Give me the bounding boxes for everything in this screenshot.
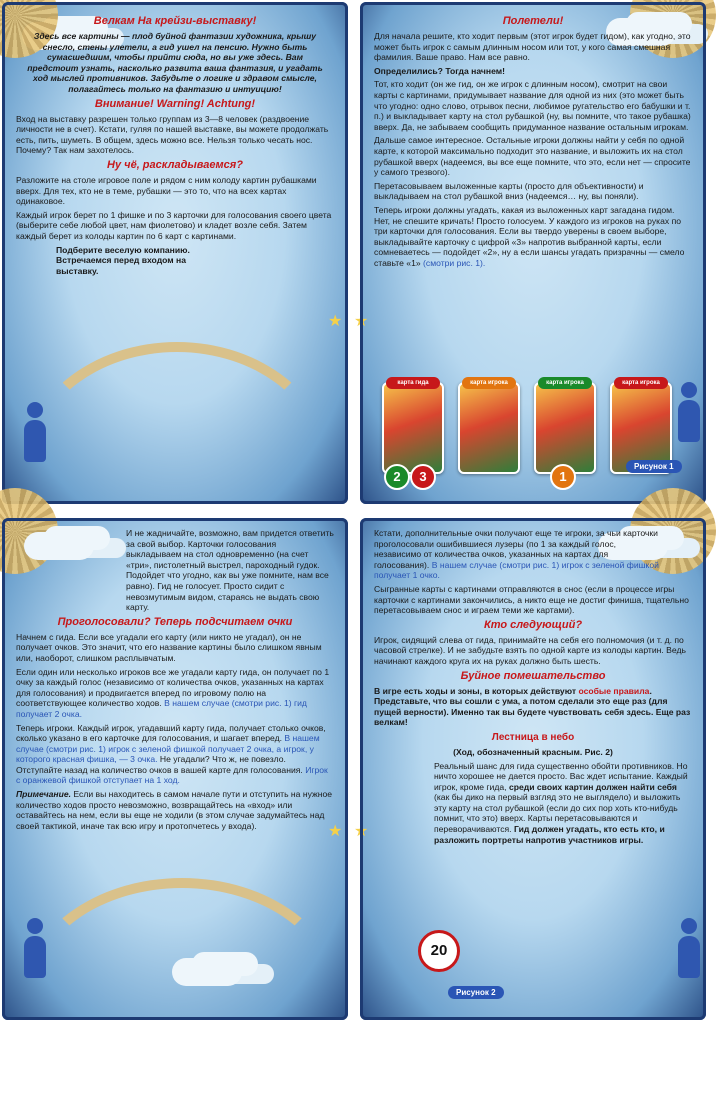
rules-page-2 xyxy=(354,2,706,504)
card-tag: карта гида xyxy=(386,377,440,389)
p3-paragraph-1: И не жадничайте, возможно, вам придется ответить за свой выбор. Карточки голосования выкладываем на стол одновременно (на счет «три», пистолетный выстрел, пароходный гудок. Подойдет что угодно, как вы уже помните, нам все равно). Гид не голосует. Просто сидит с невозмутимым видом, стараясь не выдать свою карту. xyxy=(126,528,334,613)
page-2-title: Полетели! xyxy=(502,15,564,27)
p4-paragraph-5d: Гид должен угадать, кто есть кто, и разложить портреты напротив участников игры. xyxy=(434,824,665,845)
p4-paragraph-1 xyxy=(374,528,692,581)
page-1-text xyxy=(16,12,334,494)
rules-page-4 xyxy=(354,518,706,1020)
scoring-heading: Проголосовали? Теперь подсчитаем очки xyxy=(57,615,293,628)
p4-example: В нашем случае (смотри рис. 1) игрок с зеленой фишкой получает 1 очко. xyxy=(374,559,659,581)
page-2-text xyxy=(374,12,692,374)
p3-paragraph-4 xyxy=(16,723,334,787)
star-icon: ★ xyxy=(328,823,343,840)
p3-paragraph-3 xyxy=(16,667,334,720)
stairway-heading: Лестница в небо xyxy=(491,731,575,743)
p4-paragraph-3: Игрок, сидящий слева от гида, принимайте на себя его полномочия (и т. д. по часовой стрелке). И не забудьте взять по одной карте из колоды картин. Ведь начинают каждого круга их на руках должно быть шесть. xyxy=(374,634,687,666)
p2-paragraph-2: Тот, кто ходит (он же гид, он же игрок с длинным носом), смотрит на свои карты с картинами, придумывает название для одной из них (это может быть что угодно: одно слово, отрывок песни, любимое ругательство его бабушки и т. п.) и выкладывает карту на стол рубашкой (ну, вы помните, что такое рубашка) вверх. Да, не забываем сообщить придуманное название остальным игрокам. xyxy=(374,79,691,132)
card-tag: карта игрока xyxy=(462,377,516,389)
intro-paragraph: Здесь все картины — плод буйной фантазии художника, крышу снесло, стены улетели, а гид ушел на пенсию. Нужно быть сумасшедшим, чтобы прийти сюда, но вы уже здесь. Вам предстоит узнать, насколько развита ваша фантазия, и угадать ход мыслей противников. Забудьте о логике и здравом смысле, полагайтесь только на фантазию и интуицию! xyxy=(27,31,323,94)
guide-card xyxy=(382,382,444,474)
p4-paragraph-2: Сыгранные карты с картинами отправляются в снос (если в процессе игры карточки с картинами закончились, а никто еще не достиг финиша, тщательно перетасовываем снос и играем теми же картами). xyxy=(374,583,689,616)
p2-paragraph-1: Для начала решите, кто ходит первым (этот игрок будет гидом), как угодно, это может быть игрок с самым длинным носом или тот, у кого самая смешная фамилия. Ваше право. Нам все равно. xyxy=(374,31,691,63)
p2-paragraph-5a: Теперь игроки должны угадать, какая из выложенных карт загадана гидом. Нет, не спешите кричать! Просто голосуем. У каждого из игроков на руках по три карточки для голосования. Если вы твердо уверены в своем выборе, выкладывайте карточку с цифрой «3» напротив выбранной карты, если сомневаетесь — подойдет «2», ну а если шансы угадать призрачны — смело ставьте «1» xyxy=(374,204,685,268)
player-card xyxy=(458,382,520,474)
setup-paragraph-3: Подберите веселую компанию. Встречаемся перед входом на выставку. xyxy=(56,244,190,276)
p4-paragraph-4c: . Представьте, что вы сошли с ума, а потом сделали это еще раз (для пущей верности). Именно так вы будете чувствовать себя здесь. Еще раз велкам! xyxy=(374,685,691,728)
rules-page-3 xyxy=(2,518,348,1020)
p4-paragraph-5c: (как бы дико на первый взгляд это не выглядело) и выложить эту карту на стол рубашкой (если до сих пор хоть кто-нибудь помнит, что это) вверх. Карты перетасовываются и переворачиваются. xyxy=(434,792,681,835)
star-icon: ★ xyxy=(354,313,369,330)
star-icon: ★ xyxy=(354,823,369,840)
p2-heading-2: Определились? Тогда начнем! xyxy=(374,65,505,76)
figure-2-label: Рисунок 2 xyxy=(448,986,504,999)
p3-example-orange: Игрок с оранжевой фишкой отступает на 1 ход. xyxy=(16,764,328,786)
vote-token-green: 2 xyxy=(384,464,410,490)
madness-heading: Буйное помешательство xyxy=(460,669,606,682)
vote-token-red: 3 xyxy=(410,464,436,490)
p3-paragraph-2: Начнем с гида. Если все угадали его карту (или никто не угадал), он не получает очков. Это значит, что его название картины было слишком явным или, наоборот, слишком расплывчатым. xyxy=(16,631,322,663)
card-tag: карта игрока xyxy=(614,377,668,389)
note-label: Примечание. xyxy=(16,789,71,800)
figure-1-label: Рисунок 1 xyxy=(626,460,682,473)
card-tag: карта игрока xyxy=(538,377,592,389)
note-text: Если вы находитесь в самом начале пути и отступить на нужное количество ходов просто невозможно, возвращайтесь на «вход» или оставайтесь на нем, если вы еще не ходили (в этом случае задумайтесь над своей тактикой, иначе так всю игру и протопчетесь у входа). xyxy=(16,789,333,831)
setup-paragraph-2: Каждый игрок берет по 1 фишке и по 3 карточки для голосования своего цвета (выберите себе любой цвет, нам фиолетово) и кладет возле себя. Затем каждый берет из колоды картин по 6 карт с картинами. xyxy=(16,209,332,241)
p4-paragraph-5a: Реальный шанс для гида существенно обойти противников. Но ничто хорошее не дается просто. Вас ждет испытание. Каждый игрок, кроме гида, xyxy=(434,760,688,792)
p3-paragraph-4a: Теперь игроки. Каждый игрок, угадавший карту гида, получает столько очков, сколько указано в его карточке для голосования, и шагает вперед. xyxy=(16,722,326,744)
warning-heading: Внимание! Warning! Achtung! xyxy=(94,97,256,110)
setup-heading: Ну чё, раскладываемся? xyxy=(107,158,243,171)
setup-paragraph-1: Разложите на столе игровое поле и рядом с ним колоду картин рубашками вверх. Для тех, кто не в теме, рубашки — это то, что на всех картах одинаковое. xyxy=(16,174,317,207)
p3-note xyxy=(16,789,334,831)
warning-paragraph: Вход на выставку разрешен только группам из 3—8 человек (раздвоение личности не в счет). Кстати, гуляя по нашей выставке, вы можете продолжать есть, пить, шуметь. В общем, здесь можно все. Нельзя только чесать нос. Почему? Так нам захотелось. xyxy=(16,113,329,156)
special-rules-text: особые правила xyxy=(578,685,650,696)
page-3-text xyxy=(16,528,334,1010)
next-player-heading: Кто следующий? xyxy=(483,618,583,631)
p2-paragraph-5 xyxy=(374,205,692,269)
p2-paragraph-3: Дальше самое интересное. Остальные игроки должны найти у себя по одной карте, к которой максимально подходит это название, и выложить их на стол рубашкой вверх (надеемся, вы все еще помните, что это, если нет — спросите у самого трезвого). xyxy=(374,135,691,178)
p4-paragraph-4 xyxy=(374,686,692,728)
page-1-title: Велкам На крейзи-выставку! xyxy=(93,15,257,27)
figure-1-reference: (смотри рис. 1). xyxy=(423,257,486,268)
p3-example-guide: В нашем случае (смотри рис. 1) гид получает 2 очка. xyxy=(16,698,307,719)
stairway-subheading: (Ход, обозначенный красным. Рис. 2) xyxy=(453,746,613,757)
p4-paragraph-1a: Кстати, дополнительные очки получают еще те игроки, за чьи карточки проголосовали ошибившиеся лузеры (по 1 за каждый голос, независимо от количества очков, указанных на картах для голосования). xyxy=(374,528,658,570)
rules-page-1 xyxy=(2,2,348,504)
p4-paragraph-5b: среди своих картин должен найти себя xyxy=(508,781,677,792)
p2-paragraph-4: Перетасовываем выложенные карты (просто для объективности) и выкладываем на стол рубашкой вниз (надеемся… ну, вы поняли). xyxy=(374,180,644,202)
board-space-number: 20 xyxy=(418,930,460,972)
vote-token-orange: 1 xyxy=(550,464,576,490)
figure-1 xyxy=(376,382,698,494)
star-icon: ★ xyxy=(328,313,343,330)
p3-paragraph-3a: Если один или несколько игроков все же угадали карту гида, он получает по 1 очку за каждый голос (независимо от количества очков, указанных на картах для голосования) и продвигается вперед по игровому полю на соответствующее количество ходов. xyxy=(16,666,330,709)
p3-example-players: В нашем случае (смотри рис. 1) игрок с зеленой фишкой получает 2 очка, а игрок, у которого красная фишка, — 3 очка. xyxy=(16,733,320,765)
p3-paragraph-4c: Не угадали? Что ж, не повезло. Отступайте назад на количество очков в вашей карте для голосования. xyxy=(16,754,303,775)
player-card xyxy=(534,382,596,474)
p4-paragraph-4a: В игре есть ходы и зоны, в которых действуют xyxy=(374,685,577,696)
p4-paragraph-5 xyxy=(374,761,692,846)
